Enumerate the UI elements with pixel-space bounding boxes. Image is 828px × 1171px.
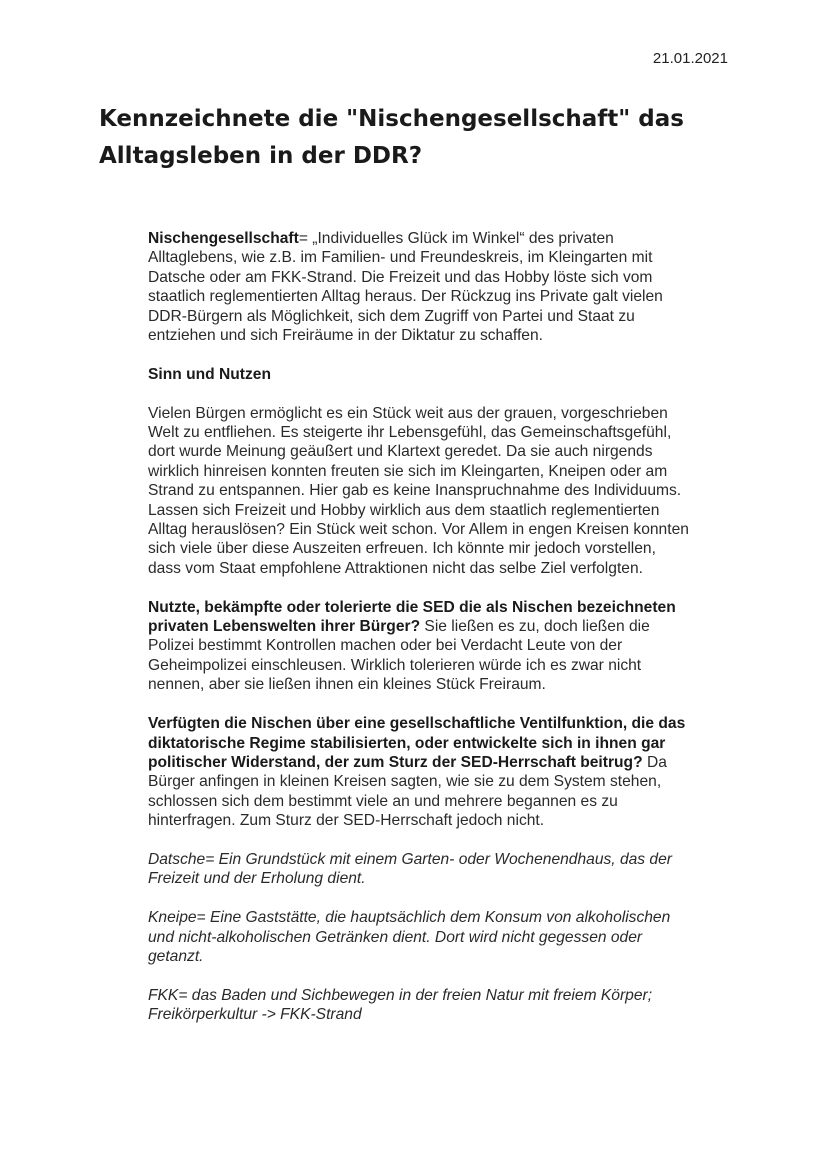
glossary-line: getanzt. [148,947,204,965]
definition-line: = „Individuelles Glück im Winkel“ des privaten [298,230,614,247]
title-line: Kennzeichnete die "Nischengesellschaft" das [99,106,684,132]
answer-1-line: Geheimpolizei einschleusen. Wirklich tolerieren würde ich es zwar nicht [148,656,642,674]
question-2-line: diktatorische Regime stabilisierten, oder entwickelte sich in ihnen gar [148,734,666,752]
section-heading [148,365,738,384]
glossary-datsche [148,850,738,889]
question-1-line: privaten Lebenswelten ihrer Bürger? [148,618,421,636]
sinn-paragraph [148,404,738,579]
sinn-line: Vielen Bürgen ermöglicht es ein Stück weit aus der grauen, vorgeschrieben [148,404,668,422]
glossary-line: Kneipe= Eine Gaststätte, die hauptsächlich dem Konsum von alkoholischen [148,909,671,927]
page-title [99,101,719,175]
answer-2-line: Bürger anfingen in kleinen Kreisen sagten, wie sie zu dem System stehen, [148,773,662,791]
sinn-line: dort wurde Meinung geäußert und Klartext geredet. Da sie auch nirgends [148,443,653,461]
definition-paragraph [148,229,738,345]
glossary-line: Freikörperkultur -> FKK-Strand [148,1006,362,1024]
answer-2-line: hinterfragen. Zum Sturz der SED-Herrschaft jedoch nicht. [148,812,545,830]
sinn-line: Welt zu entfliehen. Es steigerte ihr Lebensgefühl, das Gemeinschaftsgefühl, [148,424,672,442]
definition-line: Datsche oder am FKK-Strand. Die Freizeit und das Hobby löste sich vom [148,268,653,286]
sinn-line: dass vom Staat empfohlene Attraktionen nicht das selbe Ziel verfolgten. [148,559,643,577]
title-line: Alltagsleben in der DDR? [99,143,423,169]
answer-1-line: nennen, aber sie ließen ihnen ein kleines Stück Freiraum. [148,676,546,694]
document-date: 21.01.2021 [652,50,728,67]
sinn-line: Alltag herauslösen? Ein Stück weit schon. Vor Allem in engen Kreisen konnten [148,521,689,539]
question-2-paragraph [148,714,738,830]
glossary-fkk [148,986,738,1025]
question-1-paragraph [148,598,738,695]
definition-line: staatlich reglementierten Alltag heraus. Der Rückzug ins Private galt vielen [148,288,663,306]
definition-line: Alltaglebens, wie z.B. im Familien- und Freundeskreis, im Kleingarten mit [148,249,653,267]
glossary-kneipe [148,908,738,966]
glossary-line: Freizeit und der Erholung dient. [148,870,366,888]
sinn-line: Lassen sich Freizeit und Hobby wirklich aus dem staatlich reglementierten [148,501,660,519]
answer-2-line: schlossen sich dem bestimmt viele an und mehrere begannen es zu [148,792,618,810]
definition-term: Nischengesellschaft [148,230,299,247]
sinn-heading: Sinn und Nutzen [148,365,271,383]
sinn-line: Strand zu entspannen. Hier gab es keine Inanspruchnahme des Individuums. [148,482,682,500]
sinn-line: sich viele über diese Auszeiten erfreuen. Ich könnte mir jedoch vorstellen, [148,540,656,558]
answer-1-line: Polizei bestimmt Kontrollen machen oder bei Verdacht Leute von der [148,637,623,655]
definition-line: DDR-Bürgern als Möglichkeit, sich dem Zugriff von Partei und Staat zu [148,307,635,325]
question-1-line: Nutzte, bekämpfte oder tolerierte die SED die als Nischen bezeichneten [148,598,676,616]
glossary-line: FKK= das Baden und Sichbewegen in der freien Natur mit freiem Körper; [148,986,653,1004]
answer-1-line: Sie ließen es zu, doch ließen die [420,618,650,636]
question-2-line: politischer Widerstand, der zum Sturz der SED-Herrschaft beitrug? [148,753,643,771]
sinn-line: wirklich hinreisen konnten freuten sie sich im Kleingarten, Kneipen oder am [148,462,668,480]
answer-2-line: Da [642,753,667,771]
glossary-line: Datsche= Ein Grundstück mit einem Garten- oder Wochenendhaus, das der [148,850,672,868]
question-2-line: Verfügten die Nischen über eine gesellschaftliche Ventilfunktion, die das [148,715,686,733]
glossary-line: und nicht-alkoholischen Getränken dient. Dort wird nicht gegessen oder [148,928,643,946]
document-body [148,229,738,1025]
definition-line: entziehen und sich Freiräume in der Diktatur zu schaffen. [148,327,543,345]
